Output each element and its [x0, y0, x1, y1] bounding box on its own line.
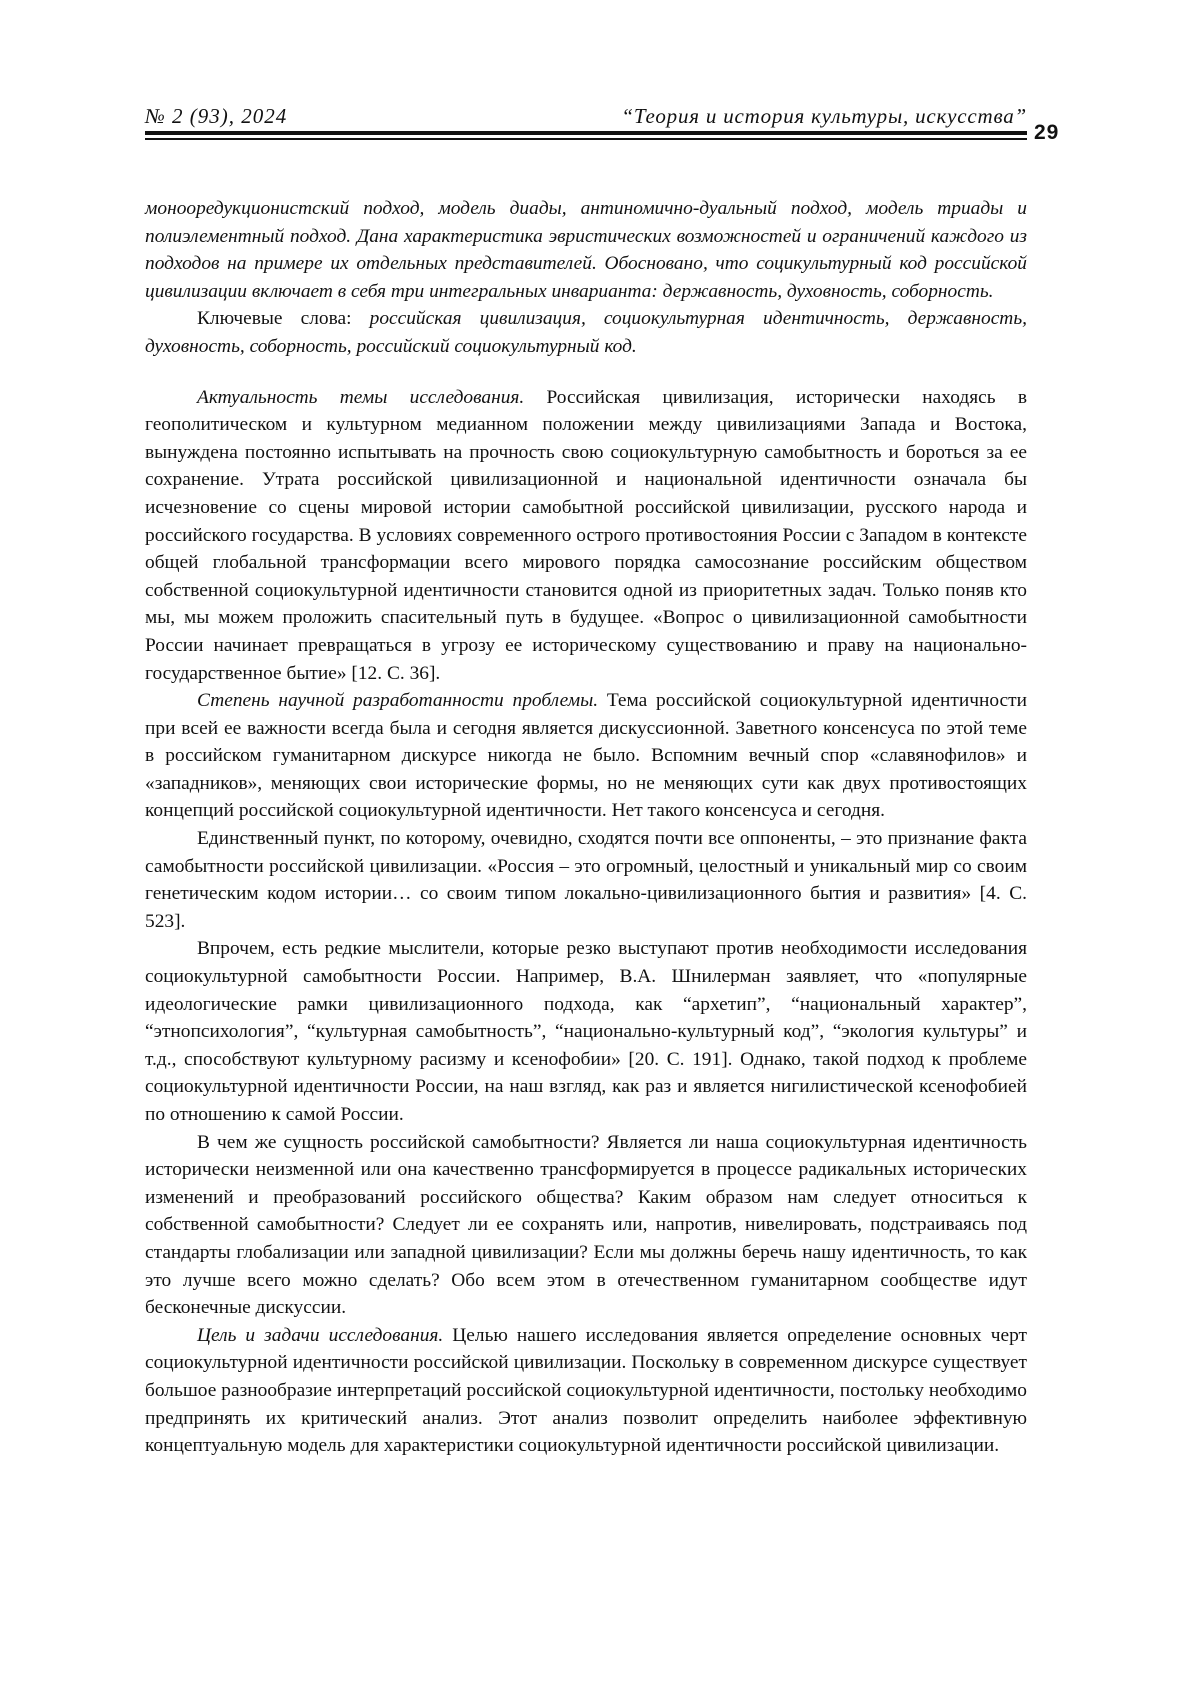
keywords-list: российская цивилизация, социокультурная идентичность, державность, духовность, соборность, российский социокультурный код. — [145, 308, 1027, 357]
paragraph-development — [145, 687, 1027, 825]
section-gap — [145, 361, 1027, 384]
paragraph-opponents — [145, 935, 1027, 1128]
journal-title: “Теория и история культуры, искусства” — [621, 104, 1027, 129]
paragraph-consensus — [145, 825, 1027, 935]
paragraph-text: Российская цивилизация, исторически находясь в геополитическом и культурном медианном положении между цивилизациями Запада и Востока, вынуждена постоянно испытывать на прочность свою социокультурную самобытность и бороться за ее сохранение. Утрата российской цивилизационной и национальной идентичности означала бы исчезновение со сцены мировой истории самобытной российской цивилизации, русского народа и российского государства. В условиях современного острого противостояния России с Западом в контексте общей глобальной трансформации всего мирового порядка самосознание российским обществом собственной социокультурной идентичности становится одной из приоритетных задач. Только поняв кто мы, мы можем проложить спасительный путь в будущее. «Вопрос о цивилизационной самобытности России начинает превращаться в угрозу ее историческому существованию и праву на национально-государственное бытие» [12. С. 36]. — [145, 387, 1027, 684]
header-rule-thick — [145, 131, 1027, 135]
paragraph-text: Тема российской социокультурной идентичности при всей ее важности всегда была и сегодня является дискуссионной. Заветного консенсуса по этой теме в российском гуманитарном дискурсе никогда не было. Вспомним вечный спор «славянофилов» и «западников», меняющих свои исторические формы, но не меняющих сути как двух противостоящих концепций российской социокультурной идентичности. Нет такого консенсуса и сегодня. — [145, 690, 1027, 821]
paragraph-text: В чем же сущность российской самобытности? Является ли наша социокультурная идентичность исторически неизменной или она качественно трансформируется в процессе радикальных исторических изменений и преобразований российского общества? Каким образом нам следует относиться к собственной самобытности? Следует ли ее сохранять или, напротив, нивелировать, подстраиваясь под стандарты глобализации или западной цивилизации? Если мы должны беречь нашу идентичность, то как это лучше всего можно сделать? Обо всем этом в отечественном гуманитарном сообществе идут бесконечные дискуссии. — [145, 1132, 1027, 1319]
header-rule-thin — [145, 138, 1027, 140]
paragraph-text: Целью нашего исследования является определение основных черт социокультурной идентичности российской цивилизации. Поскольку в современном дискурсе существует большое разнообразие интерпретаций российской социокультурной идентичности, постольку необходимо предпринять их критический анализ. Этот анализ позволит определить наиболее эффективную концептуальную модель для характеристики социокультурной идентичности российской цивилизации. — [145, 1325, 1027, 1456]
paragraph-text: Впрочем, есть редкие мыслители, которые резко выступают против необходимости исследования социокультурной самобытности России. Например, В.А. Шнилерман заявляет, что «популярные идеологические рамки цивилизационного подхода, как “архетип”, “национальный характер”, “этнопсихология”, “культурная самобытность”, “национально-культурный код”, “экология культуры” и т.д., способствуют культурному расизму и ксенофобии» [20. С. 191]. Однако, такой подход к проблеме социокультурной идентичности России, на наш взгляд, как раз и является нигилистической ксенофобией по отношению к самой России. — [145, 938, 1027, 1125]
keywords-paragraph — [145, 305, 1027, 360]
running-header — [145, 104, 1027, 130]
paragraph-questions — [145, 1129, 1027, 1322]
abstract-text: монооредукционистский подход, модель диады, антиномично-дуальный подход, модель триады и полиэлементный подход. Дана характеристика эвристических возможностей и ограничений каждого из подходов на примере их отдельных представителей. Обосновано, что социкультурный код российской цивилизации включает в себя три интегральных инварианта: державность, духовность, соборность. — [145, 195, 1027, 305]
paragraph-goal — [145, 1322, 1027, 1460]
paragraph-text: Единственный пункт, по которому, очевидно, сходятся почти все оппоненты, – это признание факта самобытности российской цивилизации. «Россия – это огромный, целостный и уникальный мир со своим генетическим кодом истории… со своим типом локально-цивилизационного бытия и развития» [4. С. 523]. — [145, 828, 1027, 932]
heading-goal: Цель и задачи исследования. — [197, 1325, 443, 1346]
issue-label: № 2 (93), 2024 — [145, 104, 287, 129]
heading-relevance: Актуальность темы исследования. — [197, 387, 524, 408]
article-body — [145, 195, 1027, 1460]
paragraph-relevance — [145, 384, 1027, 688]
heading-development: Степень научной разработанности проблемы. — [197, 690, 598, 711]
page-number: 29 — [1034, 121, 1059, 145]
keywords-label: Ключевые слова: — [197, 308, 352, 329]
